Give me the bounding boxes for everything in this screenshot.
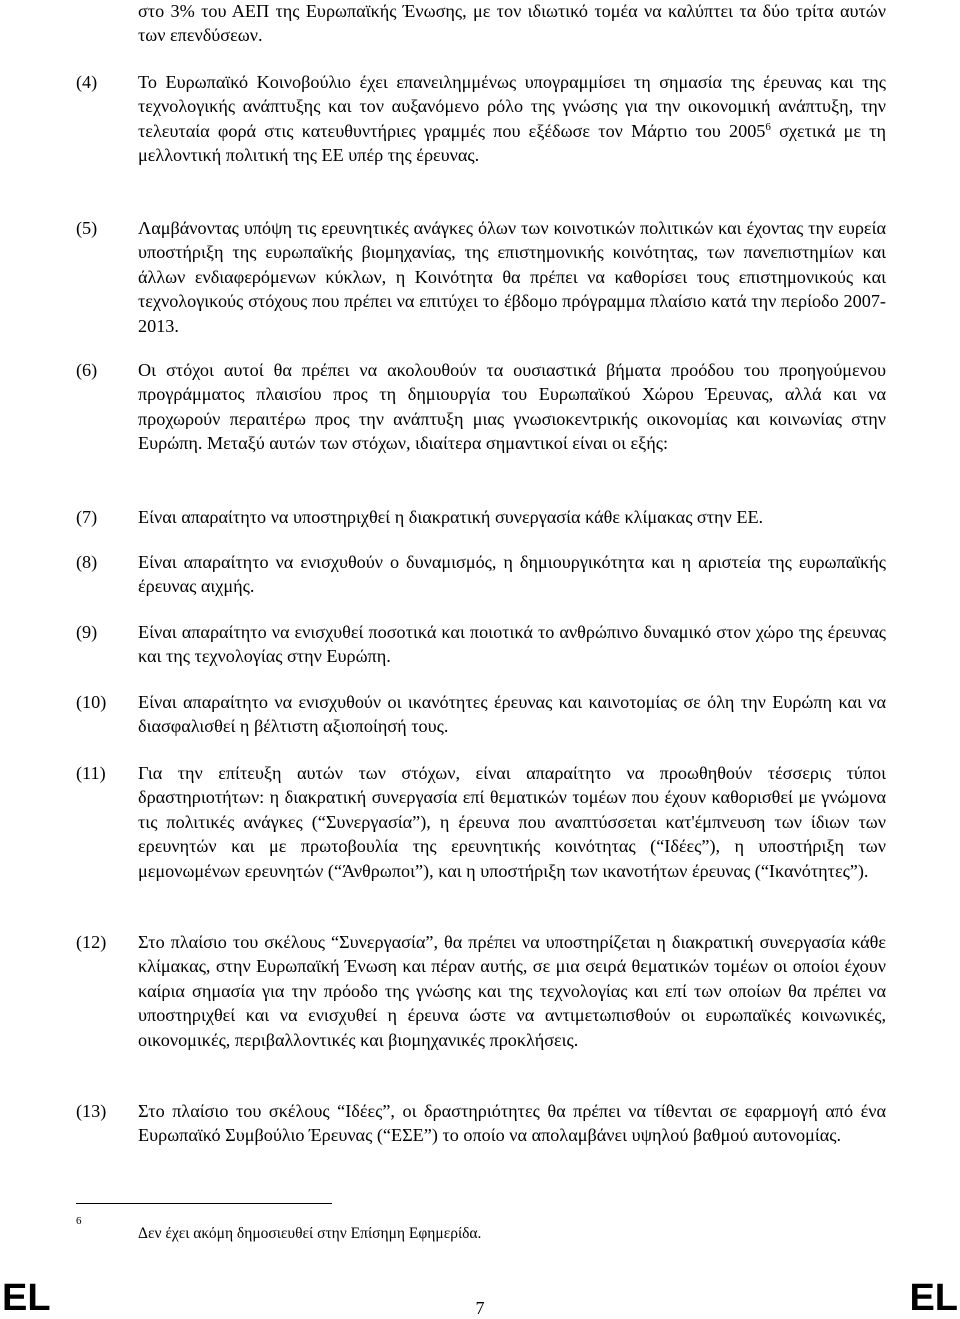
paragraph-number: (9)	[76, 622, 98, 642]
paragraph-number: (6)	[76, 360, 98, 380]
page-number: 7	[475, 1298, 485, 1318]
footnote-reference: 6	[765, 120, 771, 133]
footer-language-left: EL	[2, 1277, 51, 1319]
paragraph-number: (7)	[76, 507, 98, 527]
paragraph-text: Οι στόχοι αυτοί θα πρέπει να ακολουθούν τα ουσιαστικά βήματα προόδου του προηγούμενου προγράμματος πλαισίου προς τη δημιουργία του Ευρωπαϊκού Χώρου Έρευνας, αλλά και να προχωρούν περαιτέρω προς την ανάπτυξη μιας γνωσιοκεντρικής οικονομίας και κοινωνίας στην Ευρώπη. Μεταξύ αυτών των στόχων, ιδιαίτερα σημαντικοί είναι οι εξής:	[138, 360, 886, 454]
paragraph-text	[138, 70, 886, 168]
paragraph-text: Είναι απαραίτητο να ενισχυθούν ο δυναμισμός, η δημιουργικότητα και η αριστεία της ευρωπαϊκής έρευνας αιχμής.	[138, 552, 886, 597]
paragraph-text-part: Το Ευρωπαϊκό Κοινοβούλιο έχει επανειλημμένως υπογραμμίσει τη σημασία της έρευνας και της τεχνολογικής ανάπτυξης και τον αυξανόμενο ρόλο της γνώσης για την οικονομική ανάπτυξη, την τελευταία φορά στις κατευθυντήριες γραμμές που εξέδωσε τον Μάρτιο του 2005	[138, 72, 886, 141]
paragraph-text: Είναι απαραίτητο να ενισχυθεί ποσοτικά και ποιοτικά το ανθρώπινο δυναμικό στον χώρο της έρευνας και της τεχνολογίας στην Ευρώπη.	[138, 622, 886, 667]
paragraph-text: Για την επίτευξη αυτών των στόχων, είναι απαραίτητο να προωθηθούν τέσσερις τύποι δραστηριοτήτων: η διακρατική συνεργασία επί θεματικών τομέων που έχουν καθορισθεί με γνώμονα τις πολιτικές ανάγκες (“Συνεργασία”), η έρευνα που αναπτύσσεται κατ'έμπνευση των ίδιων των ερευνητών και με πρωτοβουλία της ερευνητικής κοινότητας (“Ιδέες”), η υποστήριξη των μεμονωμένων ερευνητών (“Άνθρωποι”), και η υποστήριξη των ικανοτήτων έρευνας (“Ικανότητες”).	[138, 763, 886, 881]
paragraph-number: (4)	[76, 72, 98, 92]
continuation-text: στο 3% του ΑΕΠ της Ευρωπαϊκής Ένωσης, με τον ιδιωτικό τομέα να καλύπτει τα δύο τρίτα αυτών των επενδύσεων.	[138, 1, 886, 46]
paragraph-number: (13)	[76, 1101, 107, 1121]
paragraph-text: Στο πλαίσιο του σκέλους “Ιδέες”, οι δραστηριότητες θα πρέπει να τίθενται σε εφαρμογή από ένα Ευρωπαϊκό Συμβούλιο Έρευνας (“ΕΣΕ”) το οποίο να απολαμβάνει υψηλού βαθμού αυτονομίας.	[138, 1101, 886, 1146]
paragraph-text: Είναι απαραίτητο να υποστηριχθεί η διακρατική συνεργασία κάθε κλίμακας στην ΕΕ.	[138, 507, 764, 527]
paragraph-text: Στο πλαίσιο του σκέλους “Συνεργασία”, θα πρέπει να υποστηρίζεται η διακρατική συνεργασία κάθε κλίμακας, στην Ευρωπαϊκή Ένωση και πέραν αυτής, σε μια σειρά θεματικών τομέων οι οποίοι έχουν καίρια σημασία για την πρόοδο της γνώσης και της τεχνολογίας και επί των οποίων θα πρέπει να υποστηριχθεί και να ενισχυθεί η έρευνα ώστε να αντιμετωπισθούν οι ευρωπαϊκές κοινωνικές, οικονομικές, περιβαλλοντικές και βιομηχανικές προκλήσεις.	[138, 932, 886, 1050]
paragraph-number: (11)	[76, 763, 106, 783]
footnote-number: 6	[76, 1215, 82, 1227]
paragraph-text-part: σχετικά με τη μελλοντική πολιτική της ΕΕ υπέρ της έρευνας.	[138, 120, 886, 166]
footer-language-right: EL	[909, 1277, 958, 1319]
paragraph-text: Είναι απαραίτητο να ενισχυθούν οι ικανότητες έρευνας και καινοτομίας σε όλη την Ευρώπη και να διασφαλισθεί η βέλτιστη αξιοποίησή τους.	[138, 692, 886, 737]
paragraph-number: (8)	[76, 552, 98, 572]
paragraph-text: Λαμβάνοντας υπόψη τις ερευνητικές ανάγκες όλων των κοινοτικών πολιτικών και έχοντας την ευρεία υποστήριξη της ευρωπαϊκής βιομηχανίας, της επιστημονικής κοινότητας, των πανεπιστημίων και άλλων ενδιαφερόμενων κύκλων, η Κοινότητα θα πρέπει να καθορίσει τους επιστημονικούς και τεχνολογικούς στόχους που πρέπει να επιτύχει το έβδομο πρόγραμμα πλαίσιο κατά την περίοδο 2007-2013.	[138, 218, 886, 336]
paragraph-number: (5)	[76, 218, 98, 238]
footnote-separator	[76, 1203, 332, 1204]
paragraph-number: (10)	[76, 692, 107, 712]
paragraph-number: (12)	[76, 932, 107, 952]
footnote-text: Δεν έχει ακόμη δημοσιευθεί στην Επίσημη Εφημερίδα.	[138, 1225, 482, 1242]
